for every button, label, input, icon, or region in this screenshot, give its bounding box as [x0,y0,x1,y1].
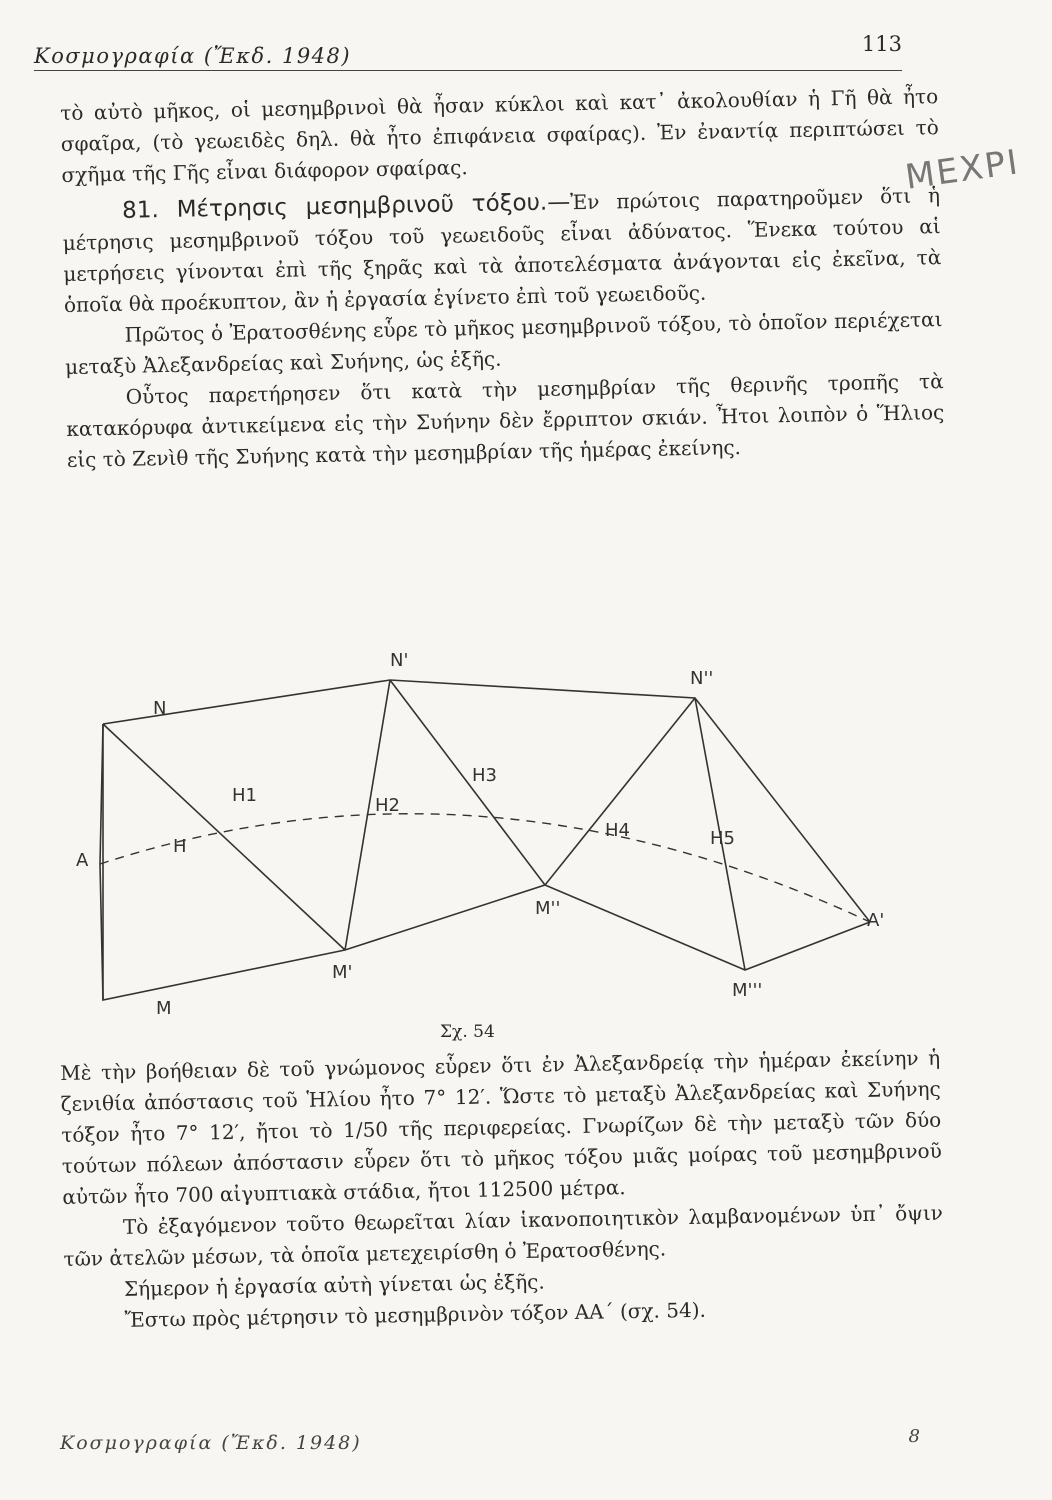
figure-54 [60,640,920,1040]
label-H2: H2 [375,795,400,816]
label-A1: A' [867,910,885,931]
paragraph: Ἔστω πρὸς μέτρησιν τὸ μεσημβρινὸν τόξον ΑΑ΄ (σχ. 54). [124,1297,707,1332]
header-rule [34,70,902,71]
label-M2: M'' [535,898,561,919]
footer-running-title: Κοσμογραφία (Ἔκδ. 1948) [60,1432,362,1454]
running-title: Κοσμογραφία (Ἔκδ. 1948) [34,44,352,68]
label-M3: M''' [732,980,763,1001]
section-text: Ἐν πρώτοις παρατηροῦμεν ὅτι ἡ μέτρησις μεσημβρινοῦ τόξου τοῦ γεωειδοῦς εἶναι ἀδύνατος. Ἕνεκα τούτου αἱ μετρήσεις γίνονται ἐπὶ τῆς ξηρᾶς καὶ τὰ ἀποτελέσματα ἀνάγονται εἰς ἐκεῖνα, τὰ ὁποῖα θὰ προέκυπτον, ἂν ἡ ἐργασία ἐγίνετο ἐπὶ τοῦ γεωειδοῦς. [62,183,942,317]
section-heading: 81. Μέτρησις μεσημβρινοῦ τόξου.— [121,189,571,224]
top-chain [103,680,870,922]
label-N1: N' [390,650,409,671]
section-paragraph [62,180,942,321]
paragraph: Σήμερον ἡ ἐργασία αὐτὴ γίνεται ὡς ἑξῆς. [123,1269,545,1301]
label-H: H [173,836,187,857]
side-N2-M2 [545,698,695,885]
side-N1-M2 [390,680,545,885]
paragraph: Τὸ ἐξαγόμενον τοῦτο θεωρεῖται λίαν ἱκανοποιητικὸν λαμβανομένων ὑπ᾿ ὄψιν τῶν ἀτελῶν μέσων, τὰ ὁποῖα μετεχειρίσθη ὁ Ἐρατοσθένης. [63,1200,944,1271]
label-H1: H1 [232,785,257,806]
handwritten-margin-note: ΜΕΧΡΙ [902,142,1022,198]
page-footer [60,1426,920,1462]
label-H5: H5 [710,828,735,849]
body-text-bottom [60,1043,945,1337]
label-A: A [76,850,89,871]
signature-mark: 8 [908,1426,920,1447]
label-H4: H4 [605,820,630,841]
body-text-top [60,81,945,476]
side-N-M1 [103,724,345,950]
paragraph: Μὲ τὴν βοήθειαν δὲ τοῦ γνώμονος εὗρεν ὅτι ἐν Ἀλεξανδρείᾳ τὴν ἡμέραν ἐκείνην ἡ ζενιθία ἀπόστασις τοῦ Ἡλίου ἦτο 7° 12′. Ὥστε τὸ μεταξὺ Ἀλεξανδρείας καὶ Συήνης τόξον ἦτο 7° 12′, ἤτοι τὸ 1/50 τῆς περιφερείας. Γνωρίζων δὲ τὴν μεταξὺ τῶν δύο τούτων πόλεων ἀπόστασιν εὗρεν ὅτι τὸ μῆκος τόξου μιᾶς μοίρας τοῦ μεσημβρινοῦ αὐτῶν ἦτο 700 αἰγυπτιακὰ στάδια, ἤτοι 112500 μέτρα. [60,1045,942,1209]
figure-caption: Σχ. 54 [440,1022,495,1042]
triangulation-diagram [60,640,920,1040]
paragraph: Οὗτος παρετήρησεν ὅτι κατὰ τὴν μεσημβρίαν τῆς θερινῆς τροπῆς τὰ κατακόρυφα ἀντικείμενα εἰς τὴν Συήνην δὲν ἔρριπτον σκιάν. Ἦτοι λοιπὸν ὁ Ἥλιος εἰς τὸ Ζενὶθ τῆς Συήνης κατὰ τὴν μεσημβρίαν τῆς ἡμέρας ἐκείνης. [66,369,945,472]
label-M: M [156,998,172,1019]
label-N2: N'' [690,668,714,689]
paragraph: τὸ αὐτὸ μῆκος, οἱ μεσημβρινοὶ θὰ ἦσαν κύκλοι καὶ κατ᾿ ἀκολουθίαν ἡ Γῆ θὰ ἦτο σφαῖρα, (τὸ γεωειδὲς δηλ. θὰ ἦτο ἐπιφάνεια σφαίρας). Ἐν ἐναντίᾳ περιπτώσει τὸ σχῆμα τῆς Γῆς εἶναι διάφορον σφαίρας. [60,84,939,187]
label-M1: M' [332,962,353,983]
page-header [34,28,902,74]
paragraph: Πρῶτος ὁ Ἐρατοσθένης εὗρε τὸ μῆκος μεσημβρινοῦ τόξου, τὸ ὁποῖον περιέχεται μεταξὺ Ἀλεξανδρείας καὶ Συήνης, ὡς ἑξῆς. [64,307,943,379]
label-N: N [153,698,167,719]
page-number: 113 [861,32,902,56]
label-H3: H3 [472,765,497,786]
